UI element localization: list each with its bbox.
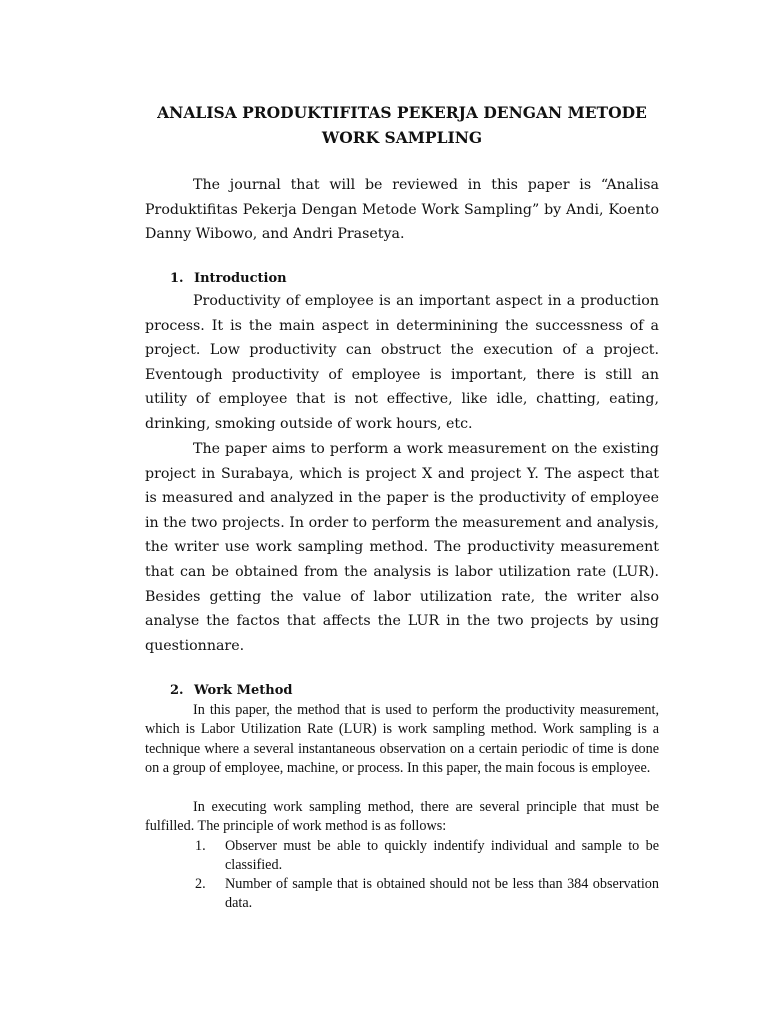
work-method-paragraph-2: In executing work sampling method, there are several principle that must be fulfilled. The principle of work method is as follows: xyxy=(145,799,659,835)
list-item-text: Number of sample that is obtained should not be less than 384 observation data. xyxy=(225,876,659,912)
section-number: 2. xyxy=(170,683,184,698)
introduction-paragraph-2: The paper aims to perform a work measurement on the existing project in Surabaya, which is project X and project Y. The aspect that is measured and analyzed in the paper is the productivity of employee in the two projects. In order to perform the measurement and analysis, the writer use work sampling method. The productivity measurement that can be obtained from the analysis is labor utilization rate (LUR). Besides getting the value of labor utilization rate, the writer also analyse the factos that affects the LUR in the two projects by using questionnare. xyxy=(145,441,659,654)
list-item-text: Observer must be able to quickly indentify individual and sample to be classified. xyxy=(225,838,659,874)
intro-paragraph: The journal that will be reviewed in this paper is “Analisa Produktifitas Pekerja Dengan Metode Work Sampling” by Andi, Koento Danny Wibowo, and Andri Prasetya. xyxy=(145,177,659,243)
section-heading-introduction xyxy=(170,269,287,289)
list-marker: 2. xyxy=(195,876,206,892)
section-heading-work-method xyxy=(170,681,292,701)
title-line-2: WORK SAMPLING xyxy=(321,128,483,147)
section-number: 1. xyxy=(170,271,184,286)
work-method-paragraph-1: In this paper, the method that is used to perform the productivity measurement, which is Labor Utilization Rate (LUR) is work sampling method. Work sampling is a technique where a several instantaneous observation on a certain periodic of time is done on a group of employee, machine, or process. In this paper, the main focous is employee. xyxy=(145,702,659,776)
list-item xyxy=(195,875,659,914)
list-marker: 1. xyxy=(195,838,206,854)
title-line-1: ANALISA PRODUKTIFITAS PEKERJA DENGAN METODE xyxy=(157,103,647,122)
section-title: Work Method xyxy=(194,683,293,698)
document-title xyxy=(100,100,704,150)
introduction-paragraph-1: Productivity of employee is an important aspect in a production process. It is the main aspect in determinining the successness of a project. Low productivity can obstruct the execution of a project. Eventough productivity of employee is important, there is still an utility of employee that is not effective, like idle, chatting, eating, drinking, smoking outside of work hours, etc. xyxy=(145,293,659,432)
list-item xyxy=(195,837,659,876)
section-title: Introduction xyxy=(194,271,287,286)
